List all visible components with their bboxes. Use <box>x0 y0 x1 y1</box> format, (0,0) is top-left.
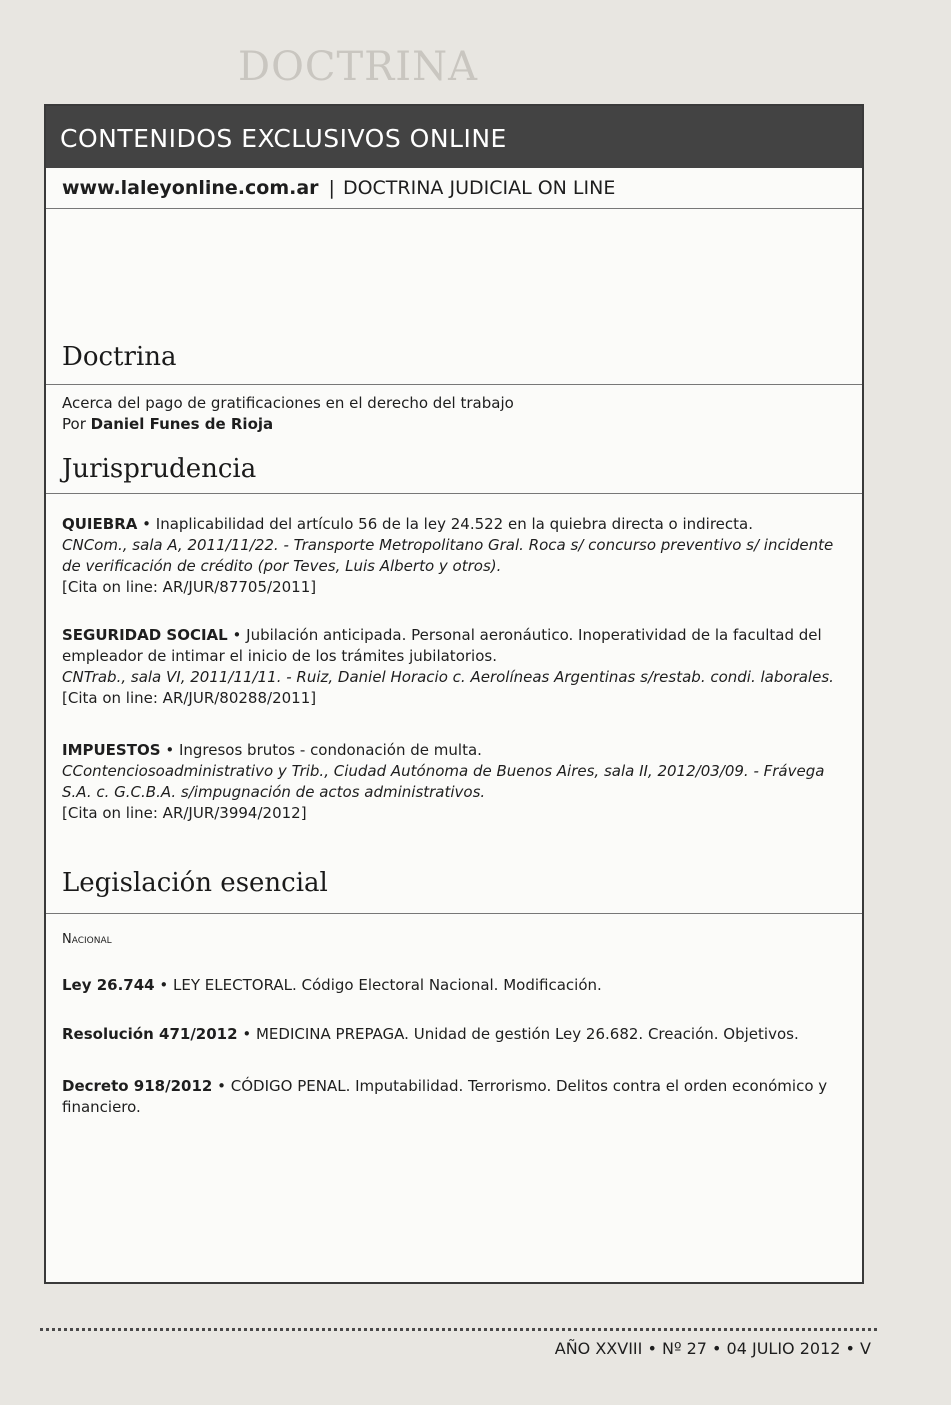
site-url-link[interactable]: www.laleyonline.com.ar <box>62 177 319 199</box>
panel-url-line <box>46 168 862 208</box>
jurisprudence-entry <box>62 514 850 598</box>
article-title: Acerca del pago de gratificaciones en el derecho del trabajo <box>62 394 514 412</box>
url-separator: | <box>328 177 335 199</box>
legislation-category: Nacional <box>62 932 112 947</box>
entry-citation: CNCom., sala A, 2011/11/22. - Transporte Metropolitano Gral. Roca s/ concurso preventivo s/ incidente de verificación de crédito (por Teves, Luis Alberto y otros). <box>62 536 834 575</box>
entry-text: LEY ELECTORAL. Código Electoral Nacional. Modificación. <box>173 976 602 994</box>
legislation-entry <box>62 1024 850 1045</box>
footer-issue-info: AÑO XXVIII • Nº 27 • 04 JULIO 2012 • V <box>554 1339 871 1358</box>
entry-text: CÓDIGO PENAL. Imputabilidad. Terrorismo. Delitos contra el orden económico y financiero. <box>62 1077 828 1116</box>
entry-key: Resolución 471/2012 <box>62 1025 238 1043</box>
entry-key: QUIEBRA <box>62 515 138 533</box>
entry-bullet: • <box>232 626 242 644</box>
section-title-legislacion: Legislación esencial <box>62 868 328 898</box>
article-author-line <box>62 414 850 435</box>
panel-title: CONTENIDOS EXCLUSIVOS ONLINE <box>46 106 862 168</box>
entry-bullet: • <box>165 741 175 759</box>
section-title-jurisprudencia: Jurisprudencia <box>62 454 257 484</box>
entry-key: Decreto 918/2012 <box>62 1077 213 1095</box>
divider <box>46 208 862 209</box>
panel-subtitle: DOCTRINA JUDICIAL ON LINE <box>342 177 616 199</box>
article-author: Daniel Funes de Rioja <box>90 415 274 433</box>
entry-bullet: • <box>159 976 169 994</box>
divider <box>46 493 862 494</box>
entry-cita-online: [Cita on line: AR/JUR/80288/2011] <box>62 689 317 707</box>
author-prefix: Por <box>62 415 86 433</box>
entry-bullet: • <box>142 515 151 533</box>
jurisprudence-entry <box>62 740 850 824</box>
section-title-doctrina: Doctrina <box>62 342 177 372</box>
online-contents-panel <box>44 104 864 1284</box>
jurisprudence-entry <box>62 625 850 709</box>
entry-bullet: • <box>217 1077 226 1095</box>
entry-citation: CNTrab., sala VI, 2011/11/11. - Ruiz, Daniel Horacio c. Aerolíneas Argentinas s/restab. condi. laborales. <box>62 668 834 686</box>
divider <box>46 913 862 914</box>
entry-text: Inaplicabilidad del artículo 56 de la ley 24.522 en la quiebra directa o indirecta. <box>155 515 753 533</box>
entry-cita-online: [Cita on line: AR/JUR/3994/2012] <box>62 804 307 822</box>
entry-text: Jubilación anticipada. Personal aeronáutico. Inoperatividad de la facultad del empleador de intimar el inicio de los trámites jubilatorios. <box>62 626 822 665</box>
entry-text: Ingresos brutos - condonación de multa. <box>178 741 482 759</box>
entry-cita-online: [Cita on line: AR/JUR/87705/2011] <box>62 578 317 596</box>
legislation-entry <box>62 1076 850 1118</box>
entry-text: MEDICINA PREPAGA. Unidad de gestión Ley 26.682. Creación. Objetivos. <box>255 1025 799 1043</box>
footer-divider <box>40 1328 877 1331</box>
legislation-entry <box>62 975 850 996</box>
entry-citation: CContenciosoadministrativo y Trib., Ciudad Autónoma de Buenos Aires, sala II, 2012/03/09. - Frávega S.A. c. G.C.B.A. s/impugnación de actos administrativos. <box>62 762 825 801</box>
entry-key: SEGURIDAD SOCIAL <box>62 626 228 644</box>
doctrina-article <box>62 393 850 435</box>
background-heading: DOCTRINA <box>238 44 478 90</box>
entry-bullet: • <box>242 1025 252 1043</box>
divider <box>46 384 862 385</box>
entry-key: Ley 26.744 <box>62 976 155 994</box>
entry-key: IMPUESTOS <box>62 741 161 759</box>
